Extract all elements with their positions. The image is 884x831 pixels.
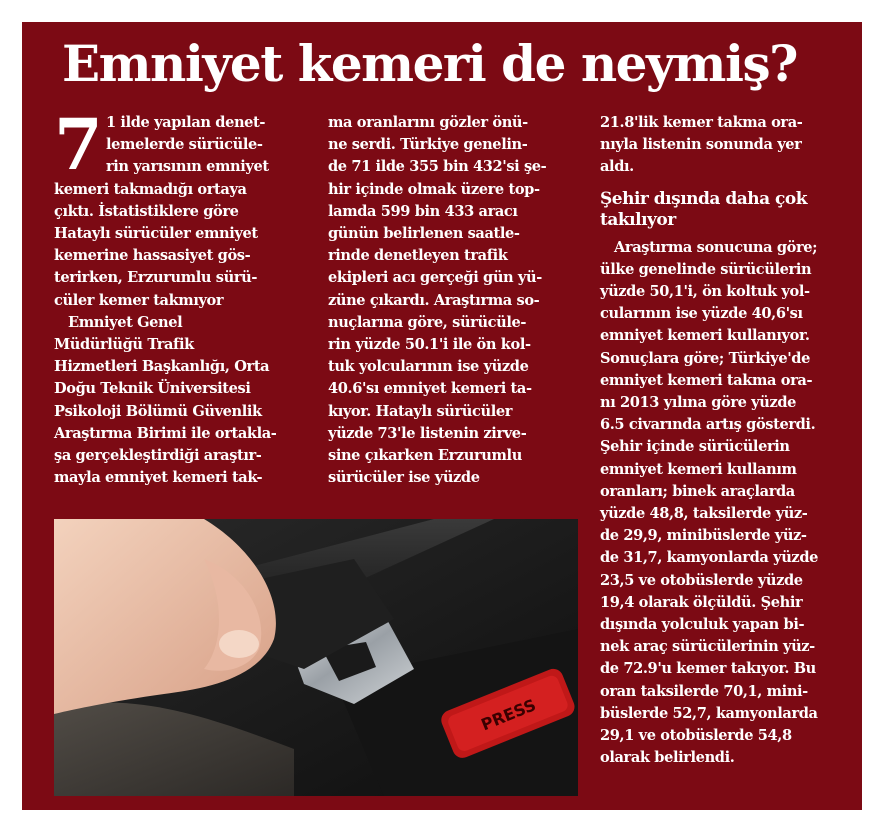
subheading-line: Şehir dışında daha çok [600, 188, 808, 209]
text-line: 23,5 ve otobüslerde yüzde [600, 571, 803, 589]
text-line: Araştırma Birimi ile ortakla- [54, 424, 277, 442]
text-line: terirken, Erzurumlu sürü- [54, 269, 257, 287]
text-line: 6.5 civarında artış gösterdi. [600, 416, 816, 434]
headline: Emniyet kemeri de neymiş? [62, 34, 797, 93]
text-line: 29,1 ve otobüslerde 54,8 [600, 727, 792, 745]
text-line: yüzde 50,1'i, ön koltuk yol- [600, 283, 810, 301]
text-line: Hizmetleri Başkanlığı, Orta [54, 358, 270, 376]
text-line: Araştırma sonucuna göre; [614, 238, 818, 256]
text-line: şa gerçekleştirdiği araştır- [54, 447, 262, 465]
text-line: rin yarısının emniyet [106, 158, 269, 176]
thumbnail [219, 630, 259, 658]
text-line: cüler kemer takmıyor [54, 291, 224, 309]
text-line: ekipleri acı gerçeği gün yü- [328, 269, 542, 287]
text-line: Doğu Teknik Üniversitesi [54, 380, 251, 398]
text-line: Müdürlüğü Trafik [54, 336, 194, 354]
text-line: emniyet kemeri kullanım [600, 460, 797, 478]
text-line: nı 2013 yılına göre yüzde [600, 394, 797, 412]
text-line: nek araç sürücülerinin yüz- [600, 638, 815, 656]
drop-cap: 7 [54, 103, 103, 186]
text-line: de 31,7, kamyonlarda yüzde [600, 549, 819, 567]
text-line: emniyet kemeri kullanıyor. [600, 327, 810, 345]
seatbelt-photo [54, 519, 578, 796]
text-line: Sonuçlara göre; Türkiye'de [600, 349, 810, 367]
text-line: lamda 599 bin 433 aracı [328, 202, 518, 220]
text-line: 40.6'sı emniyet kemeri ta- [328, 380, 532, 398]
text-line: rin yüzde 50.1'i ile ön kol- [328, 336, 531, 354]
text-line: de 72.9'u kemer takıyor. Bu [600, 660, 816, 678]
text-line: yüzde 73'le listenin zirve- [328, 424, 527, 442]
text-line: sürücüler ise yüzde [328, 469, 480, 487]
text-line: cularının ise yüzde 40,6'sı [600, 305, 803, 323]
column-2 [328, 112, 598, 489]
text-line: züne çıkardı. Araştırma so- [328, 291, 540, 309]
text-line: 21.8'lik kemer takma ora- [600, 114, 803, 131]
text-line: nuçlarına göre, sürücüle- [328, 313, 527, 331]
subheading [600, 189, 860, 231]
text-line: oran taksilerde 70,1, mini- [600, 682, 808, 700]
text-line: dışında yolculuk yapan bi- [600, 616, 805, 634]
text-line: hir içinde olmak üzere top- [328, 180, 540, 198]
text-line: yüzde 48,8, taksilerde yüz- [600, 505, 808, 523]
text-line: tuk yolcularının ise yüzde [328, 358, 529, 376]
subheading-line: takılıyor [600, 209, 676, 230]
text-line: ülke genelinde sürücülerin [600, 260, 812, 278]
text-line: çıktı. İstatistiklere göre [54, 202, 239, 220]
seatbelt-photo-illustration [54, 519, 578, 796]
press-label: PRESS [478, 695, 539, 735]
text-line: günün belirlenen saatle- [328, 225, 520, 243]
column-3 [600, 112, 860, 769]
text-line: ne serdi. Türkiye genelin- [328, 136, 528, 154]
text-line: mayla emniyet kemeri tak- [54, 469, 263, 487]
article-panel [22, 22, 862, 810]
text-line: aldı. [600, 158, 634, 176]
text-line: rinde denetleyen trafik [328, 247, 508, 265]
text-line: de 29,9, minibüslerde yüz- [600, 527, 807, 545]
text-line: olarak belirlendi. [600, 749, 735, 767]
text-line: nıyla listenin sonunda yer [600, 136, 802, 154]
text-line: 19,4 olarak ölçüldü. Şehir [600, 593, 803, 611]
text-line: kıyor. Hataylı sürücüler [328, 402, 513, 420]
text-line: kemerine hassasiyet gös- [54, 247, 251, 265]
text-line: lemelerde sürücüle- [106, 136, 263, 154]
text-line: büslerde 52,7, kamyonlarda [600, 704, 818, 722]
text-line: kemeri takmadığı ortaya [54, 180, 247, 198]
text-line: sine çıkarken Erzurumlu [328, 447, 522, 465]
text-line: oranları; binek araçlarda [600, 482, 795, 500]
text-line: ma oranlarını gözler önü- [328, 114, 528, 131]
column-1 [54, 103, 319, 489]
text-line: Emniyet Genel [68, 313, 183, 331]
text-line: de 71 ilde 355 bin 432'si şe- [328, 158, 547, 176]
text-line: Hataylı sürücüler emniyet [54, 225, 258, 243]
text-line: Psikoloji Bölümü Güvenlik [54, 402, 262, 420]
text-line: 1 ilde yapılan denet- [106, 114, 266, 131]
text-line: emniyet kemeri takma ora- [600, 371, 813, 389]
text-line: Şehir içinde sürücülerin [600, 438, 790, 456]
